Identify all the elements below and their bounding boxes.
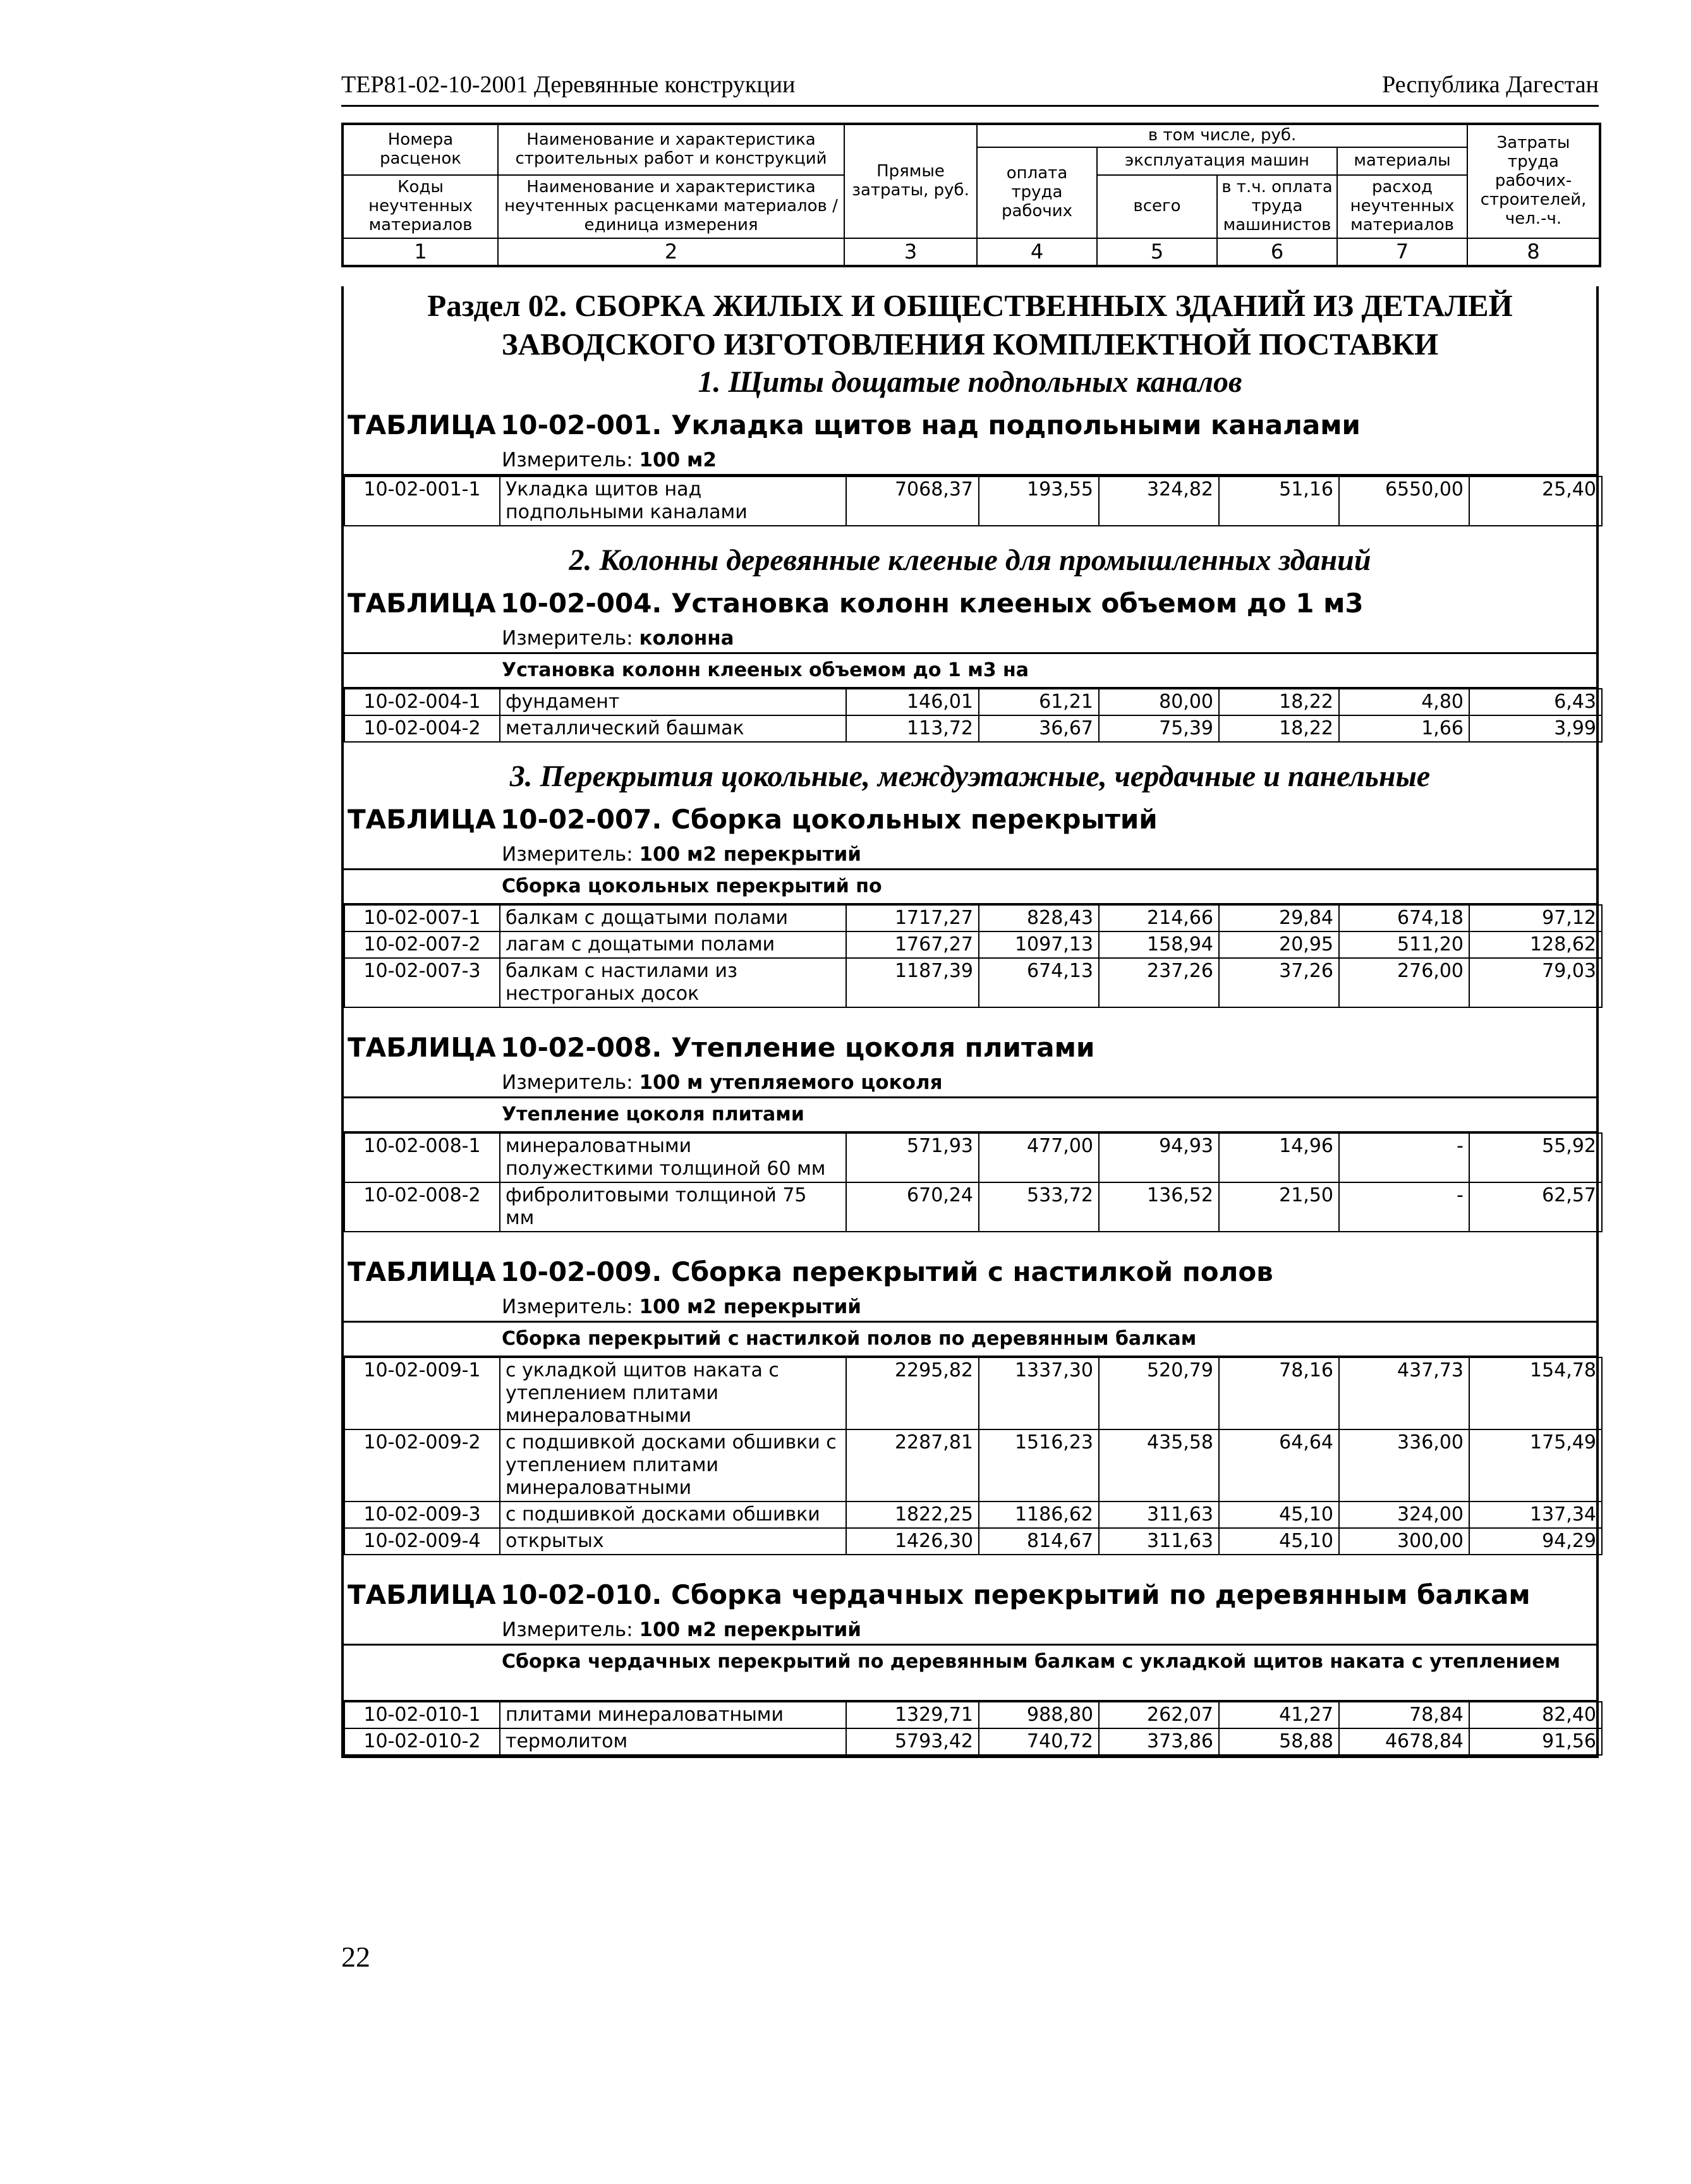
- direct-costs: 1426,30: [846, 1528, 979, 1555]
- section-title: Раздел 02. СБОРКА ЖИЛЫХ И ОБЩЕСТВЕННЫХ ЗДАНИЙ ИЗ ДЕТАЛЕЙ ЗАВОДСКОГО ИЗГОТОВЛЕНИЯ КОМПЛЕКТНОЙ ПОСТАВКИ: [427, 288, 1513, 361]
- table-row: [344, 689, 1602, 715]
- machines-total: 311,63: [1099, 1528, 1219, 1555]
- work-description: фибролитовыми толщиной 75 мм: [500, 1182, 846, 1232]
- rate-code: 10-02-008-2: [344, 1182, 500, 1232]
- machines-total: 94,93: [1099, 1133, 1219, 1182]
- col-number: 7: [1337, 238, 1467, 266]
- table-title-10-02-010: [344, 1574, 1596, 1616]
- machines-total: 75,39: [1099, 715, 1219, 742]
- table-label: ТАБЛИЦА: [348, 1256, 496, 1288]
- direct-costs: 5793,42: [846, 1728, 979, 1755]
- worker-wages: 533,72: [979, 1182, 1099, 1232]
- header-region: Республика Дагестан: [1382, 71, 1599, 98]
- work-description: лагам с дощатыми полами: [500, 931, 846, 958]
- materials-cost: 1,66: [1339, 715, 1469, 742]
- machines-total: 311,63: [1099, 1502, 1219, 1528]
- direct-costs: 7068,37: [846, 476, 979, 526]
- group-heading: Установка колонн клееных объемом до 1 м3 на: [344, 654, 1596, 688]
- labor-hours: 3,99: [1469, 715, 1602, 742]
- col-header-machinist-wages: в т.ч. оплата труда машинистов: [1217, 175, 1337, 238]
- machinist-wages: 18,22: [1219, 689, 1339, 715]
- rate-code: 10-02-007-3: [344, 958, 500, 1007]
- measure-line: [344, 1616, 1596, 1646]
- table-label: ТАБЛИЦА: [348, 410, 496, 441]
- table-name: 10-02-009. Сборка перекрытий с настилкой полов: [500, 1256, 1273, 1288]
- subsection-title-1: 1. Щиты дощатые подпольных каналов: [698, 365, 1242, 399]
- table-row: [344, 1502, 1602, 1528]
- col-header-machines: эксплуатация машин: [1097, 147, 1337, 175]
- measure-line: [344, 840, 1596, 870]
- labor-hours: 94,29: [1469, 1528, 1602, 1555]
- materials-cost: -: [1339, 1182, 1469, 1232]
- work-description: Укладка щитов над подпольными каналами: [500, 476, 846, 526]
- rate-code: 10-02-009-3: [344, 1502, 500, 1528]
- column-header-table: [341, 123, 1601, 267]
- worker-wages: 988,80: [979, 1702, 1099, 1728]
- rates-document: [341, 123, 1599, 1758]
- table-row: [344, 1429, 1602, 1502]
- rate-code: 10-02-009-2: [344, 1429, 500, 1502]
- measure-value: 100 м2: [639, 449, 717, 472]
- machines-total: 435,58: [1099, 1429, 1219, 1502]
- measure-value: 100 м2 перекрытий: [639, 1295, 862, 1319]
- rates-table: [344, 1357, 1603, 1555]
- work-description: с подшивкой досками обшивки: [500, 1502, 846, 1528]
- table-label: ТАБЛИЦА: [348, 588, 496, 619]
- worker-wages: 1186,62: [979, 1502, 1099, 1528]
- work-description: минераловатными полужесткими толщиной 60 мм: [500, 1133, 846, 1182]
- worker-wages: 740,72: [979, 1728, 1099, 1755]
- rate-code: 10-02-010-2: [344, 1728, 500, 1755]
- measure-value: 100 м2 перекрытий: [639, 1618, 862, 1642]
- table-name: 10-02-008. Утепление цоколя плитами: [500, 1032, 1095, 1064]
- page-number: 22: [341, 1941, 370, 1973]
- work-description: с подшивкой досками обшивки с утеплением плитами минераловатными: [500, 1429, 846, 1502]
- machinist-wages: 78,16: [1219, 1357, 1339, 1429]
- table-row: [344, 1728, 1602, 1755]
- col-header-rate-number: Номера расценок: [342, 124, 498, 175]
- machines-total: 324,82: [1099, 476, 1219, 526]
- measure-line: [344, 1293, 1596, 1323]
- worker-wages: 61,21: [979, 689, 1099, 715]
- materials-cost: 437,73: [1339, 1357, 1469, 1429]
- worker-wages: 1097,13: [979, 931, 1099, 958]
- labor-hours: 82,40: [1469, 1702, 1602, 1728]
- table-row: [344, 905, 1602, 931]
- subsection-title-2: 2. Колонны деревянные клееные для промышленных зданий: [569, 543, 1371, 578]
- labor-hours: 97,12: [1469, 905, 1602, 931]
- machines-total: 214,66: [1099, 905, 1219, 931]
- machinist-wages: 58,88: [1219, 1728, 1339, 1755]
- measure-label: Измеритель:: [502, 1071, 633, 1095]
- direct-costs: 113,72: [846, 715, 979, 742]
- direct-costs: 2287,81: [846, 1429, 979, 1502]
- direct-costs: 1767,27: [846, 931, 979, 958]
- measure-label: Измеритель:: [502, 1295, 633, 1319]
- table-row: [344, 1702, 1602, 1728]
- worker-wages: 36,67: [979, 715, 1099, 742]
- direct-costs: 1717,27: [846, 905, 979, 931]
- worker-wages: 828,43: [979, 905, 1099, 931]
- machinist-wages: 14,96: [1219, 1133, 1339, 1182]
- direct-costs: 1822,25: [846, 1502, 979, 1528]
- labor-hours: 55,92: [1469, 1133, 1602, 1182]
- machinist-wages: 29,84: [1219, 905, 1339, 931]
- table-label: ТАБЛИЦА: [348, 1032, 496, 1064]
- table-row: [344, 715, 1602, 742]
- group-heading: Сборка чердачных перекрытий по деревянным балкам с укладкой щитов наката с утеплением: [344, 1646, 1596, 1701]
- work-description: металлический башмак: [500, 715, 846, 742]
- worker-wages: 814,67: [979, 1528, 1099, 1555]
- measure-value: 100 м2 перекрытий: [639, 843, 862, 866]
- materials-cost: 674,18: [1339, 905, 1469, 931]
- labor-hours: 25,40: [1469, 476, 1602, 526]
- table-title-10-02-004: [344, 583, 1596, 624]
- col-number: 3: [844, 238, 977, 266]
- table-row: [344, 1528, 1602, 1555]
- direct-costs: 2295,82: [846, 1357, 979, 1429]
- measure-line: [344, 446, 1596, 476]
- machinist-wages: 21,50: [1219, 1182, 1339, 1232]
- machinist-wages: 37,26: [1219, 958, 1339, 1007]
- measure-line: [344, 624, 1596, 654]
- materials-cost: -: [1339, 1133, 1469, 1182]
- group-heading: Утепление цоколя плитами: [344, 1098, 1596, 1132]
- column-numbers-row: [342, 238, 1600, 266]
- measure-value: колонна: [639, 627, 734, 650]
- machinist-wages: 51,16: [1219, 476, 1339, 526]
- table-name: 10-02-004. Установка колонн клееных объемом до 1 м3: [500, 588, 1364, 619]
- table-title-10-02-001: [344, 404, 1596, 446]
- materials-cost: 300,00: [1339, 1528, 1469, 1555]
- labor-hours: 128,62: [1469, 931, 1602, 958]
- table-row: [344, 931, 1602, 958]
- machines-total: 80,00: [1099, 689, 1219, 715]
- labor-hours: 62,57: [1469, 1182, 1602, 1232]
- machinist-wages: 45,10: [1219, 1528, 1339, 1555]
- col-header-labor-costs: Затраты труда рабочих-строителей, чел.-ч.: [1467, 124, 1600, 238]
- measure-label: Измеритель:: [502, 843, 633, 866]
- machines-total: 237,26: [1099, 958, 1219, 1007]
- group-heading: Сборка перекрытий с настилкой полов по деревянным балкам: [344, 1323, 1596, 1357]
- materials-cost: 324,00: [1339, 1502, 1469, 1528]
- work-description: плитами минераловатными: [500, 1702, 846, 1728]
- table-row: [344, 1182, 1602, 1232]
- table-title-10-02-009: [344, 1251, 1596, 1293]
- labor-hours: 154,78: [1469, 1357, 1602, 1429]
- measure-value: 100 м утепляемого цоколя: [639, 1071, 943, 1095]
- machines-total: 373,86: [1099, 1728, 1219, 1755]
- col-header-including: в том числе, руб.: [977, 124, 1467, 147]
- work-description: балкам с дощатыми полами: [500, 905, 846, 931]
- work-description: термолитом: [500, 1728, 846, 1755]
- table-name: 10-02-001. Укладка щитов над подпольными каналами: [500, 410, 1361, 441]
- work-description: открытых: [500, 1528, 846, 1555]
- machines-total: 136,52: [1099, 1182, 1219, 1232]
- materials-cost: 4678,84: [1339, 1728, 1469, 1755]
- materials-cost: 511,20: [1339, 931, 1469, 958]
- col-number: 6: [1217, 238, 1337, 266]
- rate-code: 10-02-004-2: [344, 715, 500, 742]
- labor-hours: 137,34: [1469, 1502, 1602, 1528]
- col-number: 5: [1097, 238, 1217, 266]
- header-document-code: ТЕР81-02-10-2001 Деревянные конструкции: [341, 71, 796, 98]
- work-description: балкам с настилами из нестроганых досок: [500, 958, 846, 1007]
- table-label: ТАБЛИЦА: [348, 1579, 496, 1611]
- labor-hours: 175,49: [1469, 1429, 1602, 1502]
- worker-wages: 674,13: [979, 958, 1099, 1007]
- worker-wages: 193,55: [979, 476, 1099, 526]
- col-header-direct-costs: Прямые затраты, руб.: [844, 124, 977, 238]
- direct-costs: 670,24: [846, 1182, 979, 1232]
- materials-cost: 4,80: [1339, 689, 1469, 715]
- rates-table: [344, 904, 1603, 1008]
- work-description: с укладкой щитов наката с утеплением плитами минераловатными: [500, 1357, 846, 1429]
- group-heading: Сборка цокольных перекрытий по: [344, 870, 1596, 904]
- rate-code: 10-02-007-2: [344, 931, 500, 958]
- rates-table: [344, 1701, 1603, 1756]
- labor-hours: 91,56: [1469, 1728, 1602, 1755]
- worker-wages: 1516,23: [979, 1429, 1099, 1502]
- measure-label: Измеритель:: [502, 449, 633, 472]
- machinist-wages: 18,22: [1219, 715, 1339, 742]
- table-title-10-02-008: [344, 1027, 1596, 1069]
- measure-label: Измеритель:: [502, 1618, 633, 1642]
- direct-costs: 1329,71: [846, 1702, 979, 1728]
- col-number: 1: [342, 238, 498, 266]
- rate-code: 10-02-001-1: [344, 476, 500, 526]
- machinist-wages: 20,95: [1219, 931, 1339, 958]
- col-number: 8: [1467, 238, 1600, 266]
- worker-wages: 477,00: [979, 1133, 1099, 1182]
- col-header-work-name: Наименование и характеристика строительных работ и конструкций: [498, 124, 844, 175]
- table-row: [344, 1133, 1602, 1182]
- col-header-machines-total: всего: [1097, 175, 1217, 238]
- direct-costs: 571,93: [846, 1133, 979, 1182]
- document-body: [341, 286, 1599, 1759]
- table-name: 10-02-010. Сборка чердачных перекрытий по деревянным балкам: [500, 1579, 1530, 1611]
- rate-code: 10-02-009-1: [344, 1357, 500, 1429]
- machines-total: 520,79: [1099, 1357, 1219, 1429]
- page-header: [341, 66, 1599, 107]
- col-header-material-codes: Коды неучтенных материалов: [342, 175, 498, 238]
- table-row: [344, 958, 1602, 1007]
- worker-wages: 1337,30: [979, 1357, 1099, 1429]
- col-header-material-name: Наименование и характеристика неучтенных расценками материалов / единица измерения: [498, 175, 844, 238]
- rate-code: 10-02-010-1: [344, 1702, 500, 1728]
- rates-table: [344, 476, 1603, 526]
- machinist-wages: 45,10: [1219, 1502, 1339, 1528]
- materials-cost: 276,00: [1339, 958, 1469, 1007]
- rate-code: 10-02-007-1: [344, 905, 500, 931]
- rate-code: 10-02-004-1: [344, 689, 500, 715]
- machines-total: 262,07: [1099, 1702, 1219, 1728]
- rate-code: 10-02-009-4: [344, 1528, 500, 1555]
- labor-hours: 79,03: [1469, 958, 1602, 1007]
- materials-cost: 6550,00: [1339, 476, 1469, 526]
- materials-cost: 78,84: [1339, 1702, 1469, 1728]
- rate-code: 10-02-008-1: [344, 1133, 500, 1182]
- measure-line: [344, 1069, 1596, 1098]
- table-row: [344, 1357, 1602, 1429]
- machinist-wages: 41,27: [1219, 1702, 1339, 1728]
- labor-hours: 6,43: [1469, 689, 1602, 715]
- table-label: ТАБЛИЦА: [348, 804, 496, 835]
- table-title-10-02-007: [344, 799, 1596, 840]
- table-row: [344, 476, 1602, 526]
- col-number: 4: [977, 238, 1097, 266]
- subsection-title-3: 3. Перекрытия цокольные, междуэтажные, чердачные и панельные: [509, 760, 1431, 794]
- direct-costs: 1187,39: [846, 958, 979, 1007]
- rates-table: [344, 1132, 1603, 1232]
- rates-table: [344, 688, 1603, 743]
- machines-total: 158,94: [1099, 931, 1219, 958]
- col-header-worker-wages: оплата труда рабочих: [977, 147, 1097, 238]
- machinist-wages: 64,64: [1219, 1429, 1339, 1502]
- materials-cost: 336,00: [1339, 1429, 1469, 1502]
- work-description: фундамент: [500, 689, 846, 715]
- measure-label: Измеритель:: [502, 627, 633, 650]
- col-number: 2: [498, 238, 844, 266]
- col-header-unaccounted-materials: расход неучтенных материалов: [1337, 175, 1467, 238]
- table-name: 10-02-007. Сборка цокольных перекрытий: [500, 804, 1158, 835]
- direct-costs: 146,01: [846, 689, 979, 715]
- col-header-materials: материалы: [1337, 147, 1467, 175]
